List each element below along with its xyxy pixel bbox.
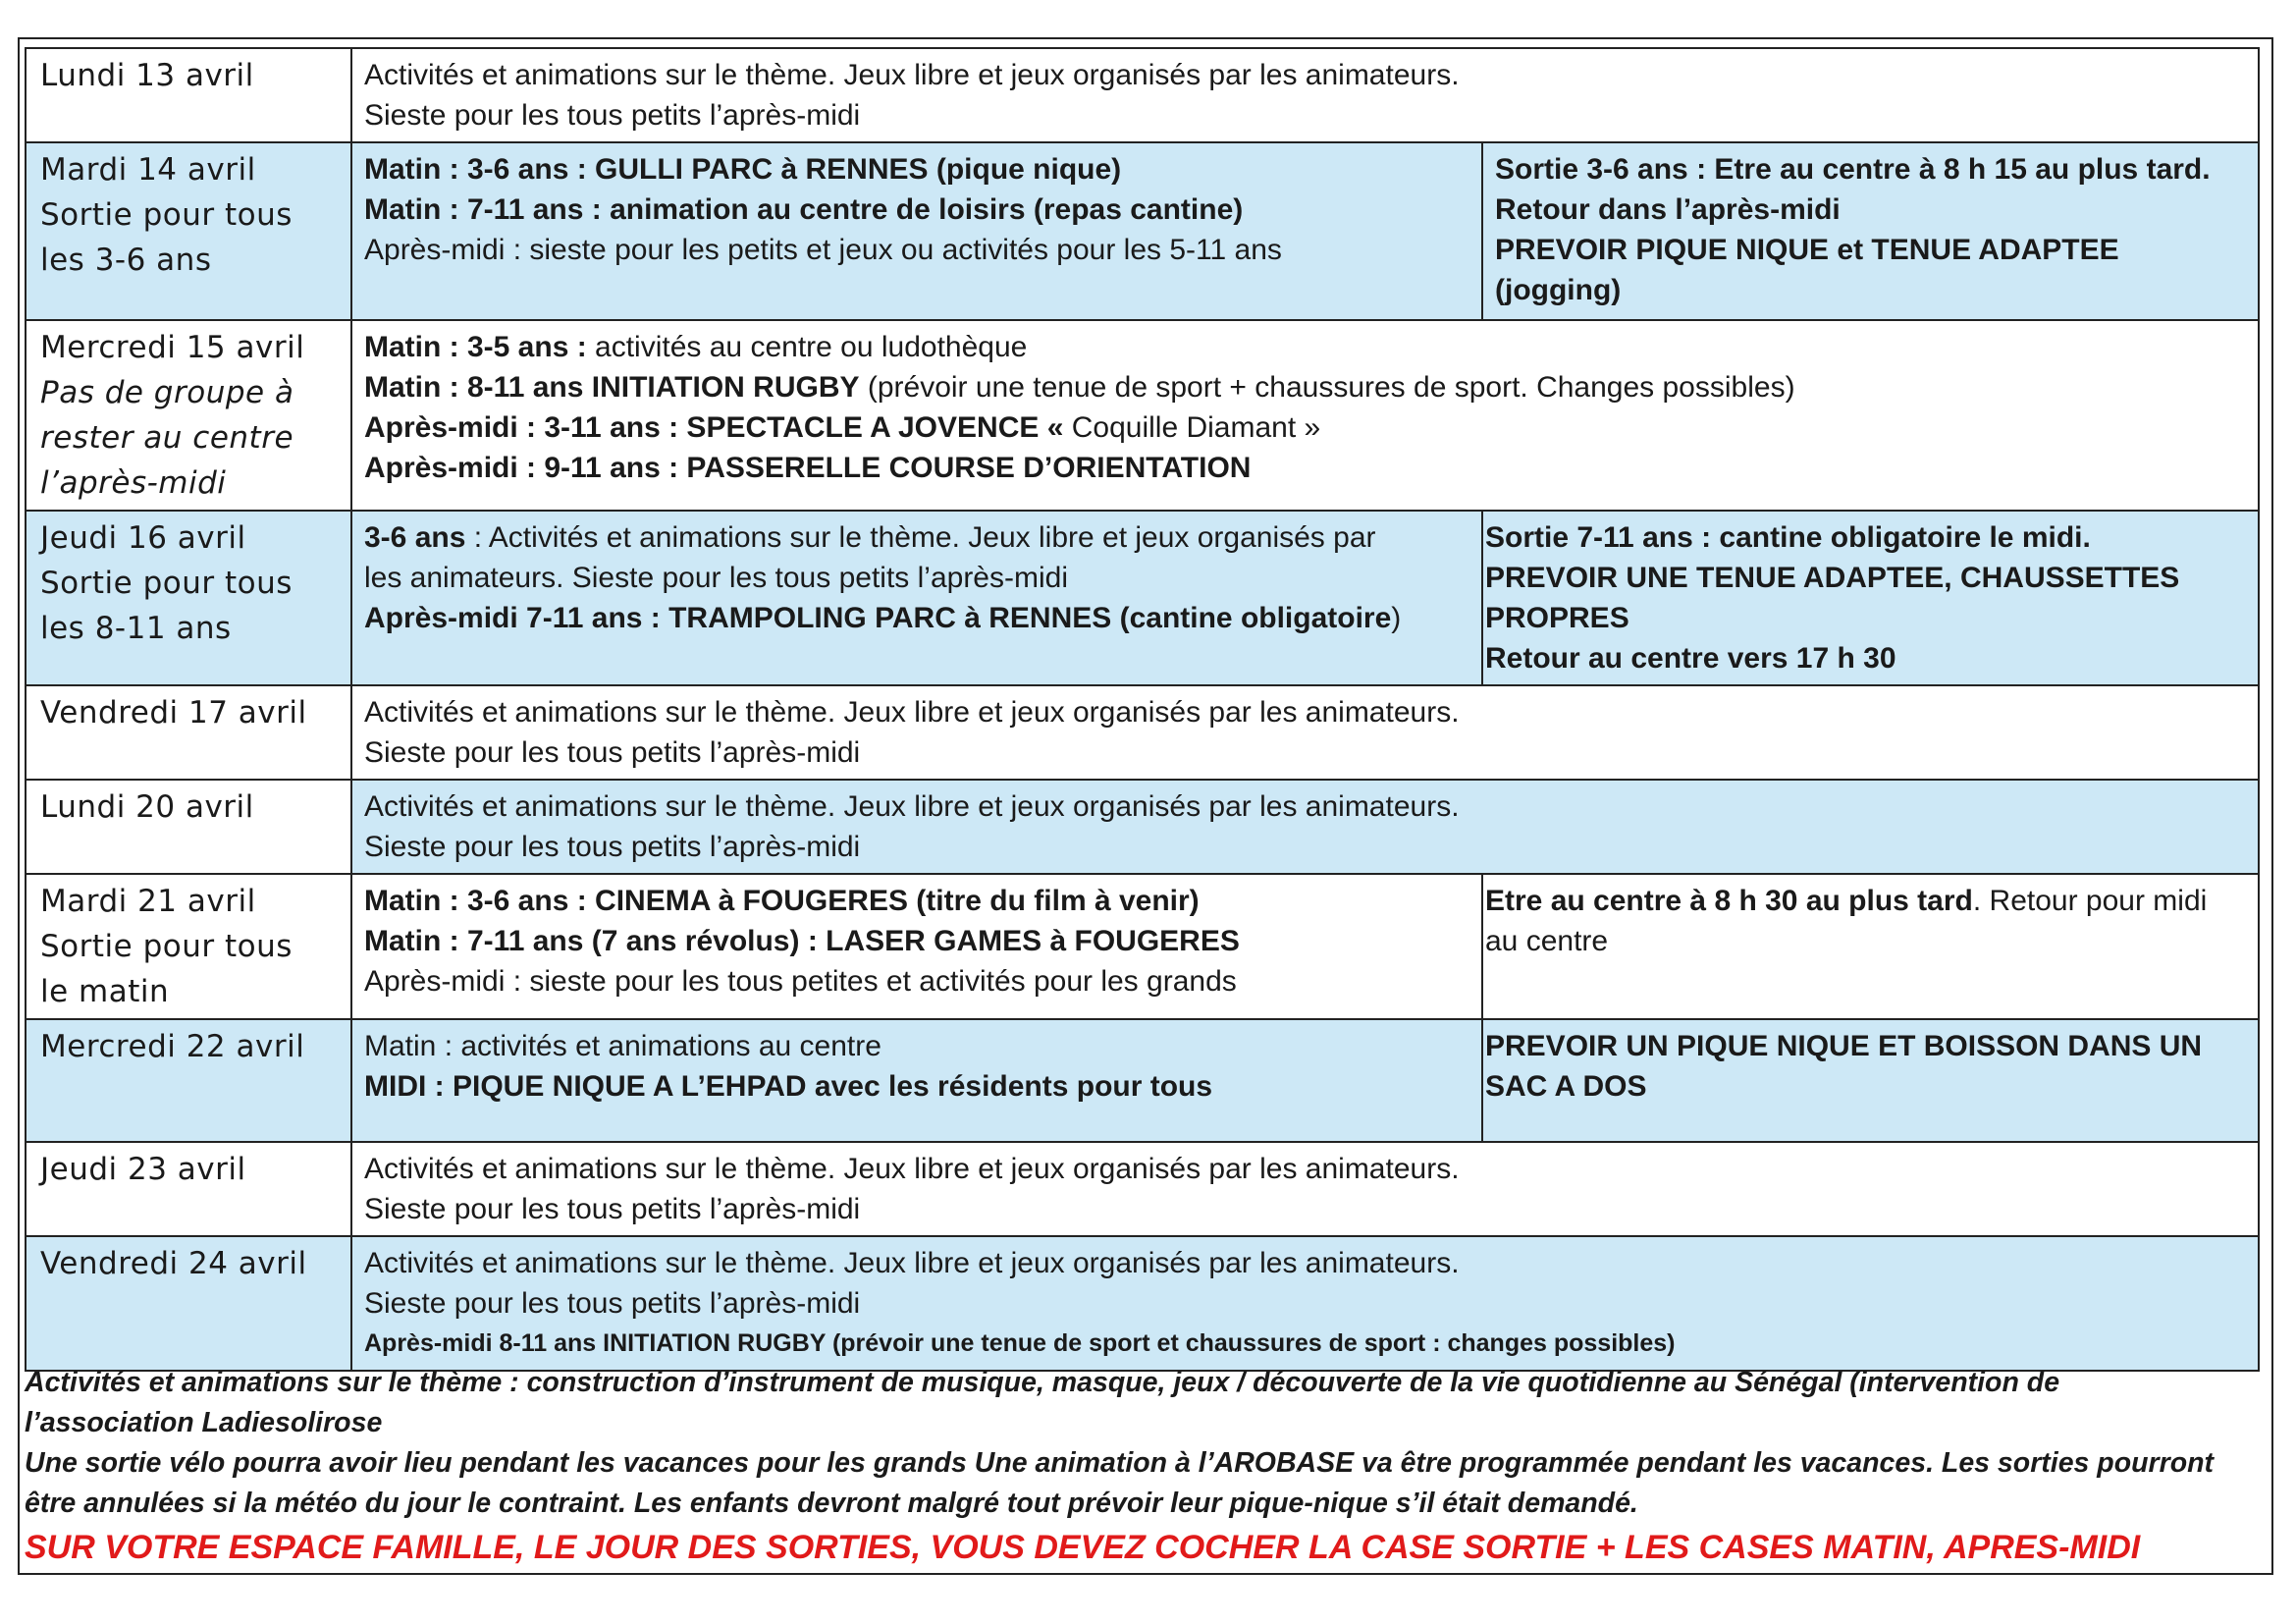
outing-note: Une sortie vélo pourra avoir lieu pendant les vacances pour les grands Une animation à l’AROBASE va être programmée pendant les vacances. Les sorties pourront être annulées si la météo du jour le contraint. Les enfants devront malgré tout prévoir leur pique-nique s’il était demandé. [25, 1447, 2215, 1519]
day-cell [26, 320, 351, 511]
day-subtitle: Sortie pour tous [40, 929, 293, 964]
day-cell [26, 1142, 351, 1236]
activity-line: Matin : 3-5 ans : activités au centre ou ludothèque [364, 331, 1028, 363]
activity-line: Après-midi : 9-11 ans : PASSERELLE COURSE D’ORIENTATION [364, 452, 1252, 484]
activity-line: Matin : activités et animations au centre [364, 1030, 881, 1062]
outing-line: PREVOIR PIQUE NIQUE et TENUE ADAPTEE [1495, 234, 2119, 266]
outing-line: PREVOIR UNE TENUE ADAPTEE, CHAUSSETTES [1485, 562, 2180, 594]
outing-info-cell [1482, 511, 2259, 685]
day-subtitle: les 3-6 ans [40, 243, 212, 278]
outing-line: Etre au centre à 8 h 30 au plus tard. Retour pour midi [1485, 885, 2208, 917]
day-cell [26, 1019, 351, 1142]
schedule-row-lundi-20 [26, 780, 2259, 874]
day-label: Lundi 20 avril [40, 789, 254, 825]
activity-line: Sieste pour les tous petits l’après-midi [364, 1287, 861, 1320]
schedule-row-mardi-14 [26, 142, 2259, 320]
schedule-row-vendredi-17 [26, 685, 2259, 780]
schedule-row-lundi-13 [26, 48, 2259, 142]
outing-line: PROPRES [1485, 602, 1629, 634]
day-subtitle: Pas de groupe à [40, 375, 294, 410]
day-label: Mercredi 22 avril [40, 1029, 305, 1064]
schedule-row-mercredi-22 [26, 1019, 2259, 1142]
day-subtitle: le matin [40, 974, 170, 1009]
activity-line: Après-midi 7-11 ans : TRAMPOLING PARC à RENNES (cantine obligatoire) [364, 602, 1402, 634]
schedule-row-mardi-21 [26, 874, 2259, 1019]
day-label: Mardi 21 avril [40, 884, 256, 919]
activity-line: Sieste pour les tous petits l’après-midi [364, 736, 861, 769]
activities-cell [351, 320, 2259, 511]
outing-info-cell [1482, 874, 2259, 1019]
day-label: Mercredi 15 avril [40, 330, 305, 365]
activity-line: 3-6 ans : Activités et animations sur le thème. Jeux libre et jeux organisés par [364, 521, 1376, 554]
activity-schedule-table [25, 47, 2260, 1372]
outing-line: Sortie 3-6 ans : Etre au centre à 8 h 15 au plus tard. [1495, 153, 2211, 186]
day-cell [26, 48, 351, 142]
activities-cell [351, 1142, 2259, 1236]
day-label: Jeudi 23 avril [40, 1152, 246, 1187]
outing-line: SAC A DOS [1485, 1070, 1647, 1103]
activities-cell [351, 780, 2259, 874]
activity-line: Activités et animations sur le thème. Jeux libre et jeux organisés par les animateurs. [364, 1247, 1460, 1279]
schedule-row-mercredi-15 [26, 320, 2259, 511]
activity-line: Après-midi 8-11 ans INITIATION RUGBY (prévoir une tenue de sport et chaussures de sport : changes possibles) [364, 1329, 1676, 1357]
activity-line: Matin : 8-11 ans INITIATION RUGBY (prévoir une tenue de sport + chaussures de sport. Changes possibles) [364, 371, 1795, 404]
day-label: Vendredi 24 avril [40, 1246, 307, 1281]
family-space-warning: SUR VOTRE ESPACE FAMILLE, LE JOUR DES SORTIES, VOUS DEVEZ COCHER LA CASE SORTIE + LES CASES MATIN, APRES-MIDI [25, 1529, 2141, 1566]
activities-cell [351, 1019, 1482, 1142]
activity-line: Activités et animations sur le thème. Jeux libre et jeux organisés par les animateurs. [364, 790, 1460, 823]
day-cell [26, 1236, 351, 1371]
activities-cell [351, 874, 1482, 1019]
day-subtitle: Sortie pour tous [40, 197, 293, 233]
activity-line: Matin : 7-11 ans : animation au centre de loisirs (repas cantine) [364, 193, 1244, 226]
activities-cell [351, 511, 1482, 685]
activity-line: Matin : 3-6 ans : CINEMA à FOUGERES (titre du film à venir) [364, 885, 1200, 917]
activity-line: Sieste pour les tous petits l’après-midi [364, 1193, 861, 1225]
outing-line: Retour au centre vers 17 h 30 [1485, 642, 1896, 675]
day-cell [26, 142, 351, 320]
activities-cell [351, 1236, 2259, 1371]
day-label: Mardi 14 avril [40, 152, 256, 188]
day-cell [26, 874, 351, 1019]
activity-line: Après-midi : sieste pour les tous petites et activités pour les grands [364, 965, 1237, 998]
outing-line: Sortie 7-11 ans : cantine obligatoire le midi. [1485, 521, 2091, 554]
day-label: Vendredi 17 avril [40, 695, 307, 731]
day-label: Lundi 13 avril [40, 58, 254, 93]
schedule-row-jeudi-23 [26, 1142, 2259, 1236]
activity-line: Après-midi : 3-11 ans : SPECTACLE A JOVENCE « Coquille Diamant » [364, 411, 1321, 444]
activity-line: Activités et animations sur le thème. Jeux libre et jeux organisés par les animateurs. [364, 1153, 1460, 1185]
outing-info-cell [1482, 1019, 2259, 1142]
notes-section [25, 1363, 2258, 1571]
activities-cell [351, 685, 2259, 780]
day-subtitle: Sortie pour tous [40, 566, 293, 601]
outing-line: PREVOIR UN PIQUE NIQUE ET BOISSON DANS UN [1485, 1030, 2203, 1062]
activity-line: Sieste pour les tous petits l’après-midi [364, 831, 861, 863]
outing-line: (jogging) [1495, 274, 1622, 306]
day-subtitle: les 8-11 ans [40, 611, 232, 646]
day-cell [26, 685, 351, 780]
theme-note: Activités et animations sur le thème : construction d’instrument de musique, masque, jeux / découverte de la vie quotidienne au Sénégal (intervention de l’association Ladiesolirose [25, 1367, 2060, 1438]
day-subtitle: rester au centre [40, 420, 294, 456]
activities-cell [351, 48, 2259, 142]
activity-line: Sieste pour les tous petits l’après-midi [364, 99, 861, 132]
activity-line: Matin : 3-6 ans : GULLI PARC à RENNES (pique nique) [364, 153, 1122, 186]
day-cell [26, 780, 351, 874]
day-label: Jeudi 16 avril [40, 520, 246, 556]
day-cell [26, 511, 351, 685]
activity-line: Matin : 7-11 ans (7 ans révolus) : LASER GAMES à FOUGERES [364, 925, 1240, 957]
outing-line: Retour dans l’après-midi [1495, 193, 1841, 226]
schedule-row-jeudi-16 [26, 511, 2259, 685]
schedule-row-vendredi-24 [26, 1236, 2259, 1371]
activity-line: MIDI : PIQUE NIQUE A L’EHPAD avec les résidents pour tous [364, 1070, 1213, 1103]
activity-line: Après-midi : sieste pour les petits et jeux ou activités pour les 5-11 ans [364, 234, 1282, 266]
outing-info-cell [1482, 142, 2259, 320]
activity-line: Activités et animations sur le thème. Jeux libre et jeux organisés par les animateurs. [364, 696, 1460, 729]
activity-line: Activités et animations sur le thème. Jeux libre et jeux organisés par les animateurs. [364, 59, 1460, 91]
activities-cell [351, 142, 1482, 320]
activity-line: les animateurs. Sieste pour les tous petits l’après-midi [364, 562, 1068, 594]
outing-line: au centre [1485, 925, 1609, 957]
day-subtitle: l’après-midi [40, 465, 227, 501]
